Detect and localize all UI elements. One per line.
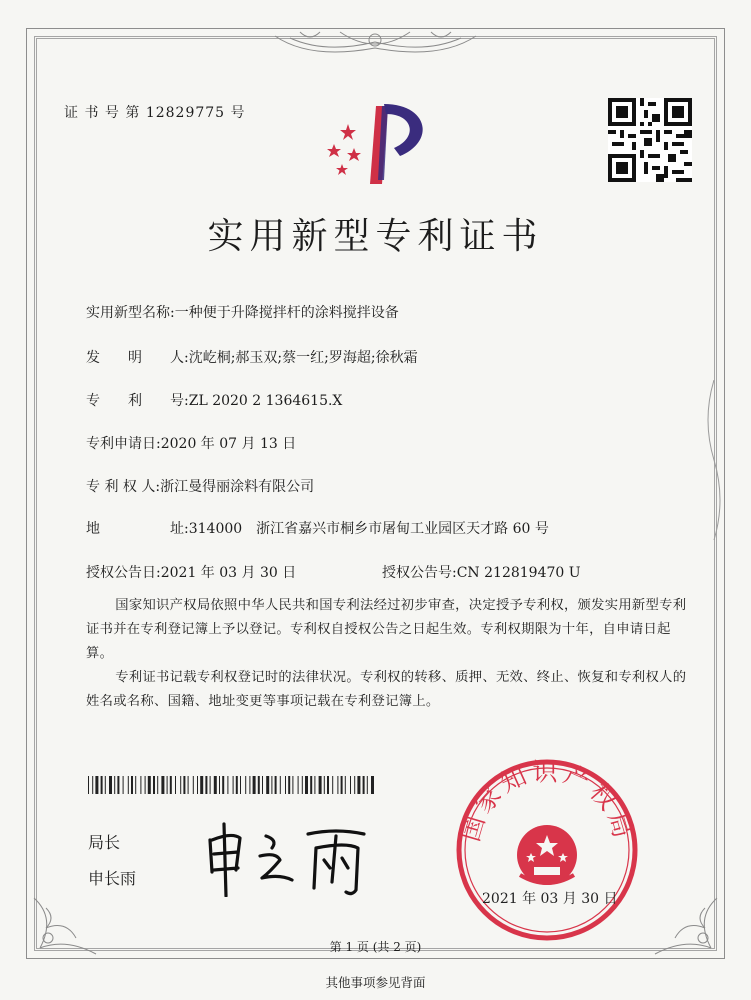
barcode-bar [92,776,93,794]
barcode-bar [114,776,115,794]
field-grant-number: 授权公告号:CN 212819470 U [382,565,581,581]
barcode-bar [233,776,234,794]
barcode-bar [131,776,133,794]
barcode-bar [180,776,181,794]
barcode-bar [153,776,155,794]
barcode-bar [88,776,89,794]
barcode-bar [288,776,290,794]
barcode-bar [95,776,98,794]
paragraph-grant: 国家知识产权局依照中华人民共和国专利法经过初步审查，决定授予专利权，颁发实用新型专利证书并在专利登记簿上予以登记。专利权自授权公告之日起生效。专利权期限为十年，自申请日起算。 [86,598,687,661]
director-name: 申长雨 [88,869,137,888]
barcode-bar [314,776,315,794]
barcode-bar [236,776,238,794]
barcode-bar [354,776,355,794]
barcode-bar [161,776,164,794]
director-title: 局长 [88,833,121,852]
field-grant-date: 授权公告日:2021 年 03 月 30 日 [86,565,297,581]
barcode-bar [227,776,228,794]
barcode-bar [371,776,374,794]
paragraph-legal-status: 专利证书记载专利权登记时的法律状况。专利权的转移、质押、无效、终止、恢复和专利权人的姓名或名称、国籍、地址变更等事项记载在专利登记簿上。 [86,670,687,709]
side-ornament-right [700,380,726,540]
barcode-bar [157,776,158,794]
barcode-bar [249,776,250,794]
seal-date: 2021 年 03 月 30 日 [482,891,618,907]
barcode-bar [266,776,269,794]
barcode-bar [292,776,293,794]
barcode-bar [101,776,103,794]
barcode-bar [310,776,312,794]
barcode-bar [350,776,351,794]
barcode-bar [193,776,194,794]
barcode-bar [240,776,241,794]
barcode-bar [219,776,220,794]
barcode-bar [262,776,263,794]
field-application-date: 专利申请日:2020 年 07 月 13 日 [86,436,297,452]
barcode-bar [128,776,129,794]
barcode-bar [324,776,325,794]
barcode [88,776,378,794]
barcode-bar [275,776,277,794]
barcode-bar [140,776,141,794]
barcode-bar [245,776,246,794]
barcode-bar [253,776,256,794]
footer-note: 其他事项参见背面 [325,975,426,990]
qr-code [608,98,692,182]
barcode-bar [305,776,308,794]
body-text [86,594,688,714]
barcode-bar [327,776,329,794]
barcode-bar [345,776,346,794]
barcode-bar [341,776,343,794]
page-number: 第 1 页 (共 2 页) [329,940,422,954]
barcode-bar [332,776,333,794]
certificate-title: 实用新型专利证书 [207,216,544,257]
field-patent-number: 专 利 号:ZL 2020 2 1364615.X [86,393,343,409]
barcode-bar [337,776,338,794]
barcode-bar [183,776,185,794]
barcode-bar [258,776,260,794]
barcode-bar [280,776,281,794]
barcode-bar [123,776,124,794]
barcode-bar [357,776,360,794]
barcode-bar [214,776,217,794]
barcode-bar [145,776,146,794]
barcode-bar [210,776,211,794]
barcode-bar [222,776,224,794]
barcode-bar [175,776,176,794]
barcode-bar [302,776,303,794]
barcode-bar [319,776,322,794]
barcode-bar [298,776,299,794]
field-inventor: 发 明 人:沈屹桐;郝玉双;蔡一红;罗海超;徐秋霜 [86,350,418,366]
barcode-bar [167,776,168,794]
barcode-bar [363,776,365,794]
barcode-bar [135,776,136,794]
barcode-bar [205,776,207,794]
certificate-number: 证 书 号 第 12829775 号 [64,105,246,121]
barcode-bar [271,776,272,794]
field-patentee: 专 利 权 人:浙江曼得丽涂料有限公司 [86,479,315,495]
barcode-bar [200,776,203,794]
barcode-bar [148,776,151,794]
barcode-bar [367,776,368,794]
barcode-bar [109,776,112,794]
cnipa-logo [318,96,438,192]
barcode-bar [117,776,119,794]
barcode-bar [170,776,172,794]
barcode-bar [285,776,286,794]
barcode-bar [197,776,198,794]
field-address: 地 址:314000 浙江省嘉兴市桐乡市屠甸工业园区天才路 60 号 [86,521,549,537]
official-seal [452,755,642,945]
barcode-bar [105,776,106,794]
director-signature [196,812,386,897]
barcode-bar [188,776,189,794]
field-model-name: 实用新型名称:一种便于升降搅拌杆的涂料搅拌设备 [86,305,399,321]
seal-text: 国家知识产权局 [455,757,639,845]
top-ornament [270,26,481,66]
